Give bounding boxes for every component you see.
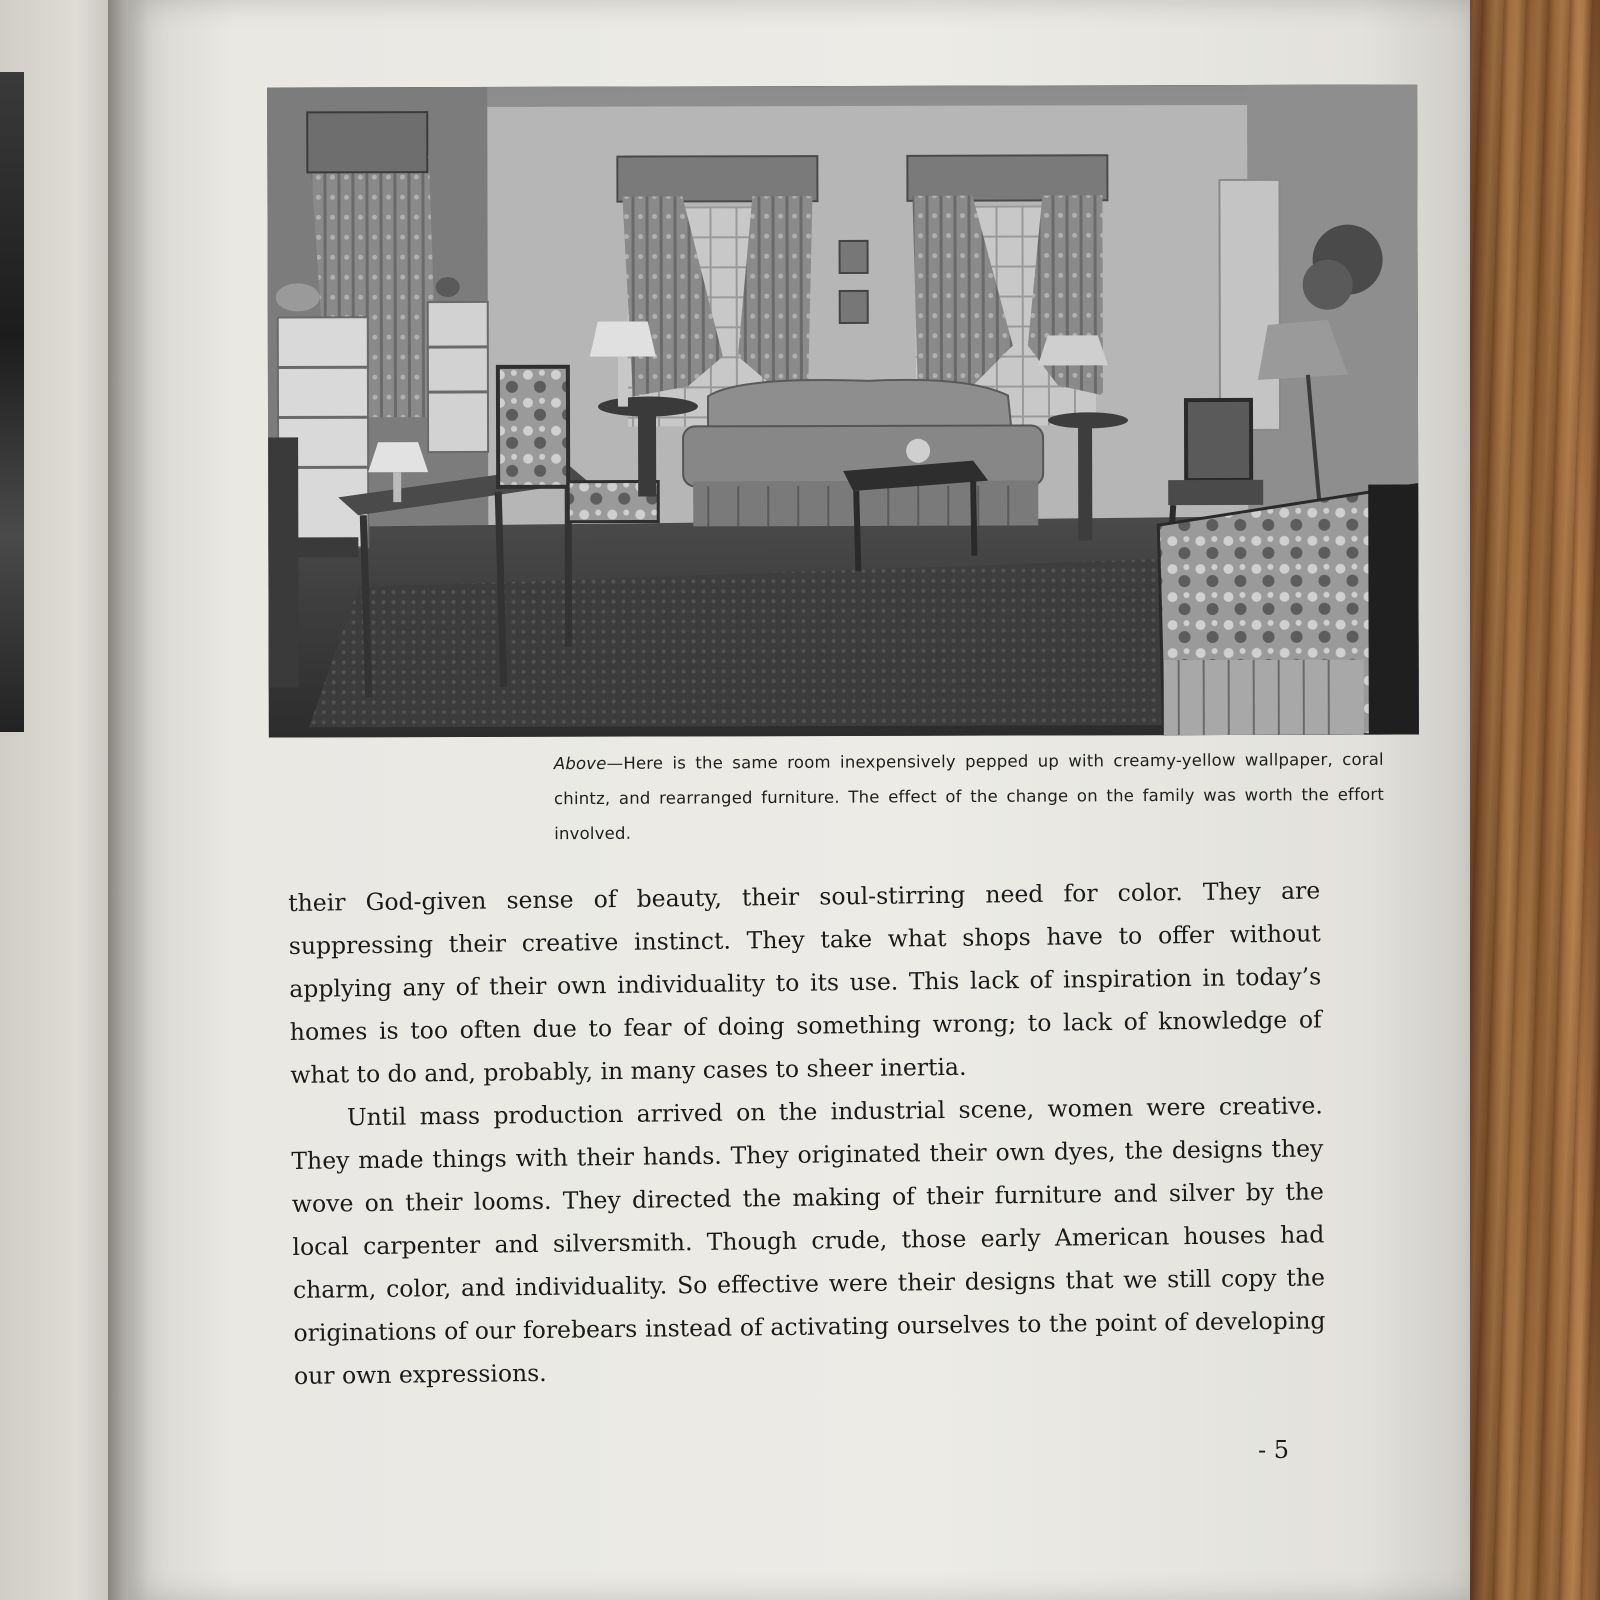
body-text — [288, 869, 1326, 1398]
book-gutter-shadow — [108, 0, 148, 1600]
living-room-photo-drawing — [267, 84, 1419, 737]
book-page — [128, 0, 1470, 1600]
facing-page-photo-edge — [0, 72, 24, 732]
body-paragraph: Until mass production arrived on the industrial scene, women were creative. They made things with their hands. They originated their own dyes, the designs they wove on their looms. They directed the making of their furniture and silver by the local carpenter and silversmith. Though crude, those early American houses had charm, color, and individuality. So effective were their designs that we still copy the originations of our forebears instead of activating ourselves to the point of developing our own expressions. — [291, 1091, 1326, 1390]
caption-text: —Here is the same room inexpensively pepped up with creamy-yellow wallpaper, coral chintz, and rearranged furniture. The effect of the change on the family was worth the effort involved. — [553, 749, 1385, 844]
body-paragraph: their God-given sense of beauty, their soul-stirring need for color. They are suppressing their creative instinct. They take what shops have to offer without applying any of their own individuality to its use. This lack of inspiration in today’s homes is too often due to fear of doing something wrong; to lack of knowledge of what to do and, probably, in many cases to sheer inertia. — [288, 876, 1322, 1089]
caption-lead: Above — [553, 753, 607, 774]
photo-caption — [554, 742, 1385, 851]
page-number: - 5 — [1258, 1436, 1290, 1464]
living-room-photograph — [267, 84, 1419, 737]
wooden-table-edge — [1460, 0, 1600, 1600]
